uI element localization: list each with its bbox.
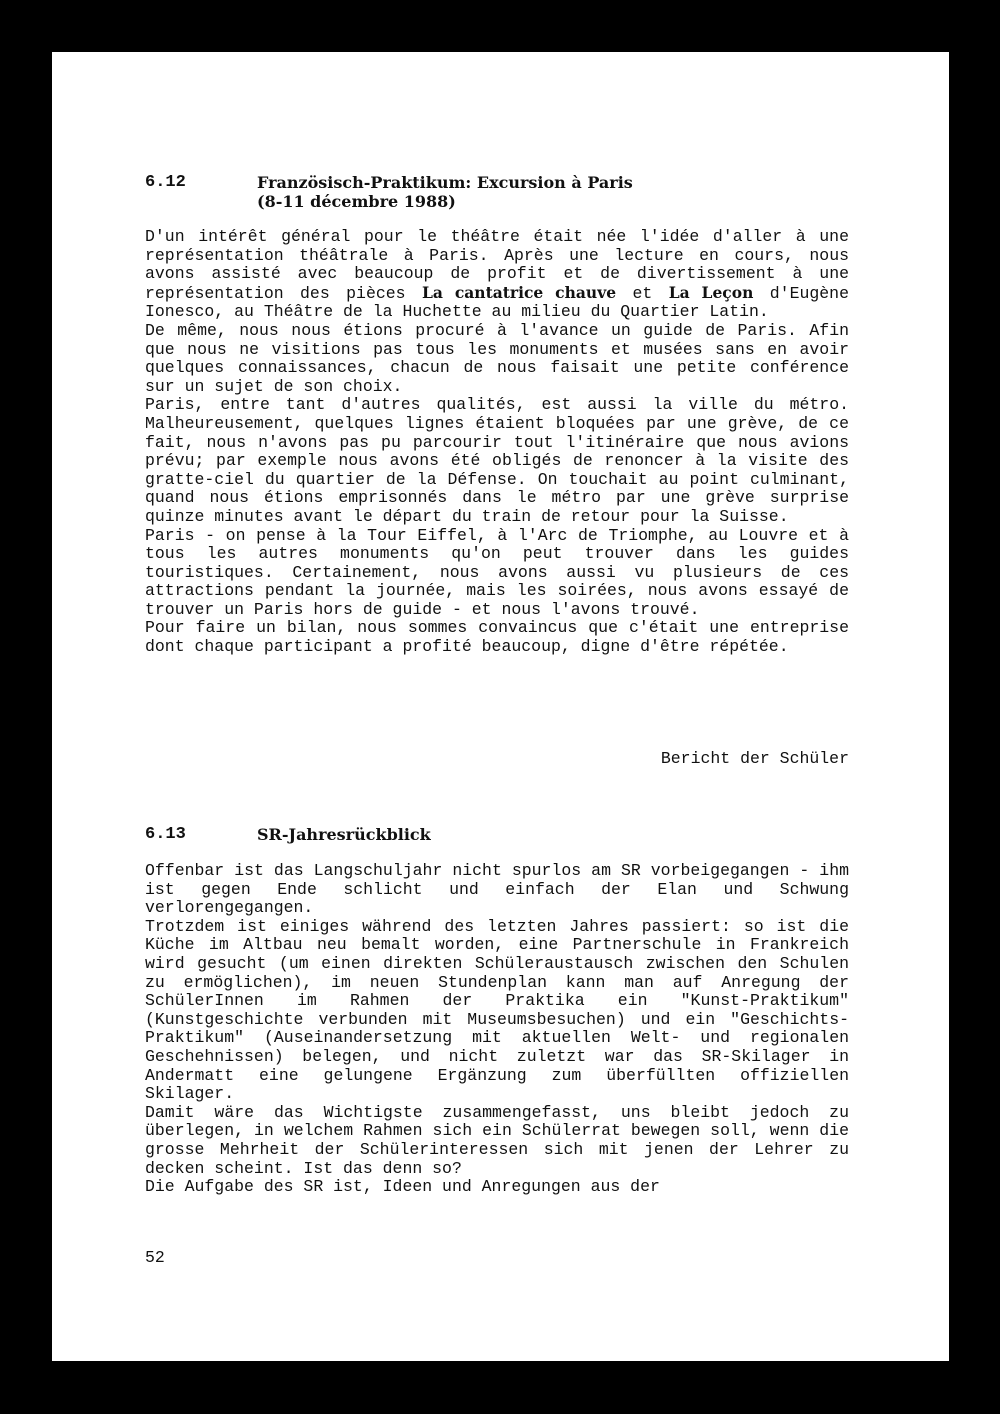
paragraph: Offenbar ist das Langschuljahr nicht spurlos am SR vorbeigegangen - ihm ist gegen Ende schlicht und einfach der Elan und Schwung verlorengegangen. (145, 861, 849, 918)
section-body-6-13 (145, 862, 849, 1197)
paragraph: Die Aufgabe des SR ist, Ideen und Anregungen aus der (145, 1177, 660, 1197)
document-page (52, 52, 949, 1361)
play-title: La Leçon (668, 282, 754, 302)
section-number: 6.13 (145, 825, 186, 844)
paragraph: Paris - on pense à la Tour Eiffel, à l'Arc de Triomphe, au Louvre et à tous les autres monuments qu'on peut trouver dans les guides touristiques. Certainement, nous avons aussi vu plusieurs de ces attractions pendant la journée, mais les soirées, nous avons essayé de trouver un Paris hors de guide - et nous l'avons trouvé. (145, 525, 849, 619)
section-title-line-2: (8-11 décembre 1988) (257, 192, 456, 211)
page-number: 52 (145, 1248, 165, 1267)
play-title: La cantatrice chauve (421, 282, 617, 302)
paragraph: Pour faire un bilan, nous sommes convaincus que c'était une entreprise dont chaque participant a profité beaucoup, digne d'être répétée. (145, 618, 849, 657)
section-number: 6.12 (145, 173, 186, 192)
section-title (257, 173, 633, 211)
paragraph: Damit wäre das Wichtigste zusammengefasst, uns bleibt jedoch zu überlegen, in welchem Rahmen sich ein Schülerrat bewegen soll, wenn die grosse Mehrheit der Schülerinteressen sich mit jenen der Lehrer zu decken scheint. Ist das denn so? (145, 1102, 849, 1178)
paragraph: Paris, entre tant d'autres qualités, est aussi la ville du métro. Malheureusement, quelques lignes étaient bloquées par une grève, de ce fait, nous n'avons pas pu parcourir tout l'itinéraire que nous avions prévu; par exemple nous avons été obligés de renoncer à la visite des gratte-ciel du quartier de la Défense. On touchait au point culminant, quand nous étions emprisonnés dans le métro par une grève surprise quinze minutes avant le départ du train de retour pour la Suisse. (145, 395, 849, 526)
section-title: SR-Jahresrückblick (257, 825, 431, 844)
signature: Bericht der Schüler (660, 749, 849, 768)
paragraph: D'un intérêt général pour le théâtre était née l'idée d'aller à une représentation théâtrale à Paris. Après une lecture en cours, nous avons assisté avec beaucoup de profit et de divertissement à une représentation des pièces La cantatrice chauve et La Leçon d'Eugène Ionesco, au Théâtre de la Huchette au milieu du Quartier Latin. (145, 227, 849, 322)
section-body-6-12 (145, 228, 849, 657)
section-title-line-1: Französisch-Praktikum: Excursion à Paris (257, 173, 633, 192)
paragraph: De même, nous nous étions procuré à l'avance un guide de Paris. Afin que nous ne visitions pas tous les monuments et musées sans en avoir quelques connaissances, chacun de nous faisait une petite conférence sur un sujet de son choix. (145, 320, 849, 396)
paragraph: Trotzdem ist einiges während des letzten Jahres passiert: so ist die Küche im Altbau neu bemalt worden, eine Partnerschule in Frankreich wird gesucht (um einen direkten Schüleraustausch zwischen den Schulen zu ermöglichen), im neuen Stundenplan kann man auf Anregung der SchülerInnen im Rahmen der Praktika ein "Kunst-Praktikum" (Kunstgeschichte verbunden mit Museumsbesuchen) und ein "Geschichts-Praktikum" (Auseinandersetzung mit aktuellen Welt- und regionalen Geschehnissen) belegen, und nicht zuletzt war das SR-Skilager in Andermatt eine gelungene Ergänzung zum überfüllten offiziellen Skilager. (145, 916, 849, 1104)
